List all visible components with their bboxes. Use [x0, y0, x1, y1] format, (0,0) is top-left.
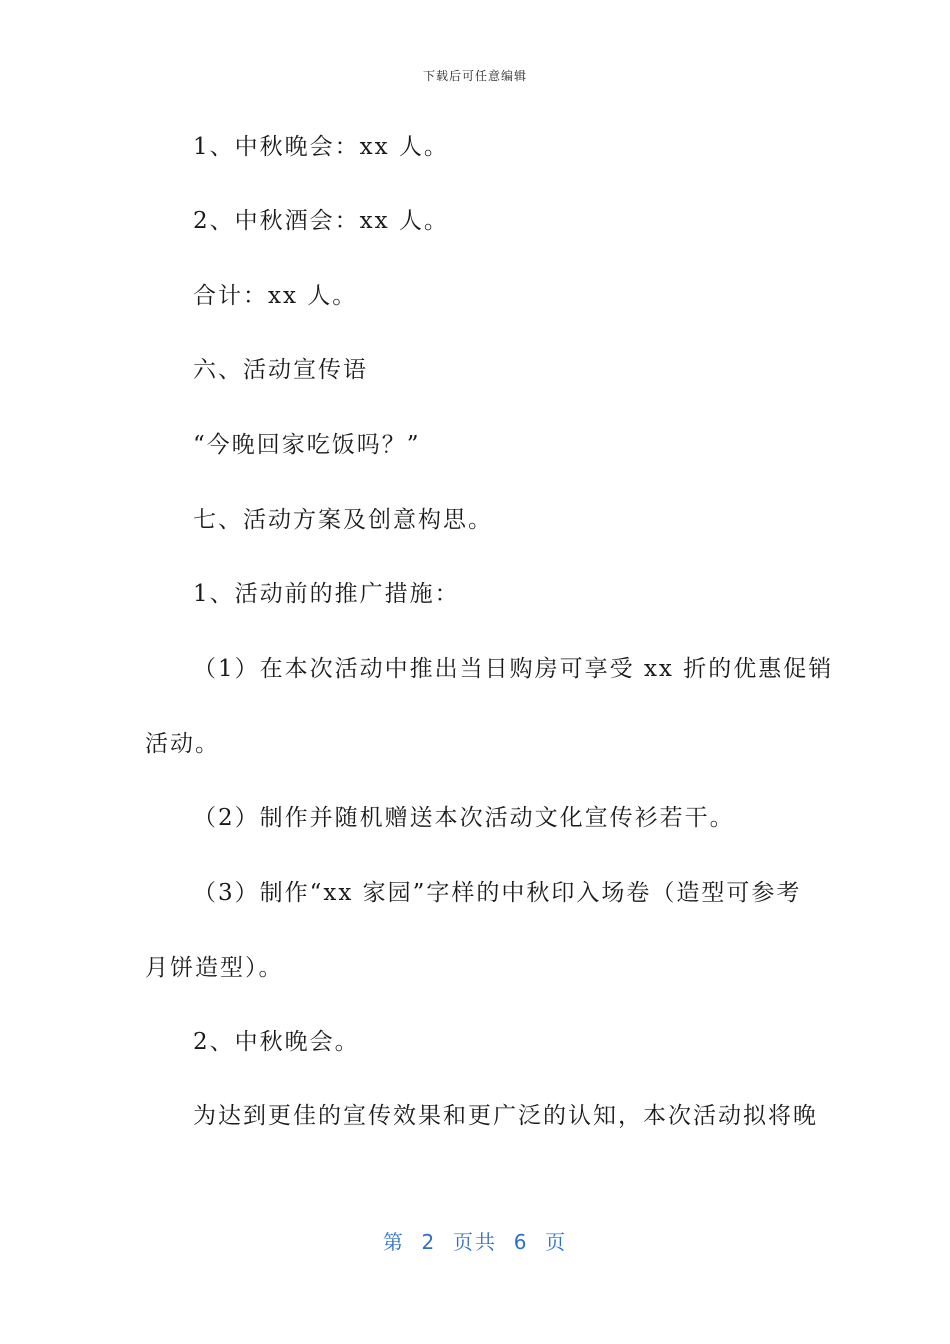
subsection-heading: 1、活动前的推广措施：: [193, 581, 460, 607]
paragraph-line: 1、中秋晚会：xx 人。: [193, 134, 449, 160]
page-number: 第 2 页共 6 页: [382, 1230, 568, 1254]
paragraph-line: （1）在本次活动中推出当日购房可享受 xx 折的优惠促销: [193, 656, 834, 682]
slogan-line: “今晚回家吃饭吗？”: [193, 432, 421, 458]
paragraph-line: 活动。: [145, 731, 220, 757]
paragraph-line: （2）制作并随机赠送本次活动文化宣传衫若干。: [193, 805, 735, 831]
paragraph-line: 合计：xx 人。: [193, 283, 358, 309]
section-heading: 七、活动方案及创意构思。: [193, 507, 493, 533]
subsection-heading: 2、中秋晚会。: [193, 1029, 360, 1055]
paragraph-line: （3）制作“xx 家园”字样的中秋印入场卷（造型可参考: [193, 880, 802, 906]
header-note: 下载后可任意编辑: [422, 69, 527, 83]
section-heading: 六、活动宣传语: [193, 357, 368, 383]
paragraph-line: 2、中秋酒会：xx 人。: [193, 208, 449, 234]
paragraph-line: 为达到更佳的宣传效果和更广泛的认知，本次活动拟将晚: [193, 1103, 818, 1129]
paragraph-line: 月饼造型）。: [145, 955, 284, 981]
